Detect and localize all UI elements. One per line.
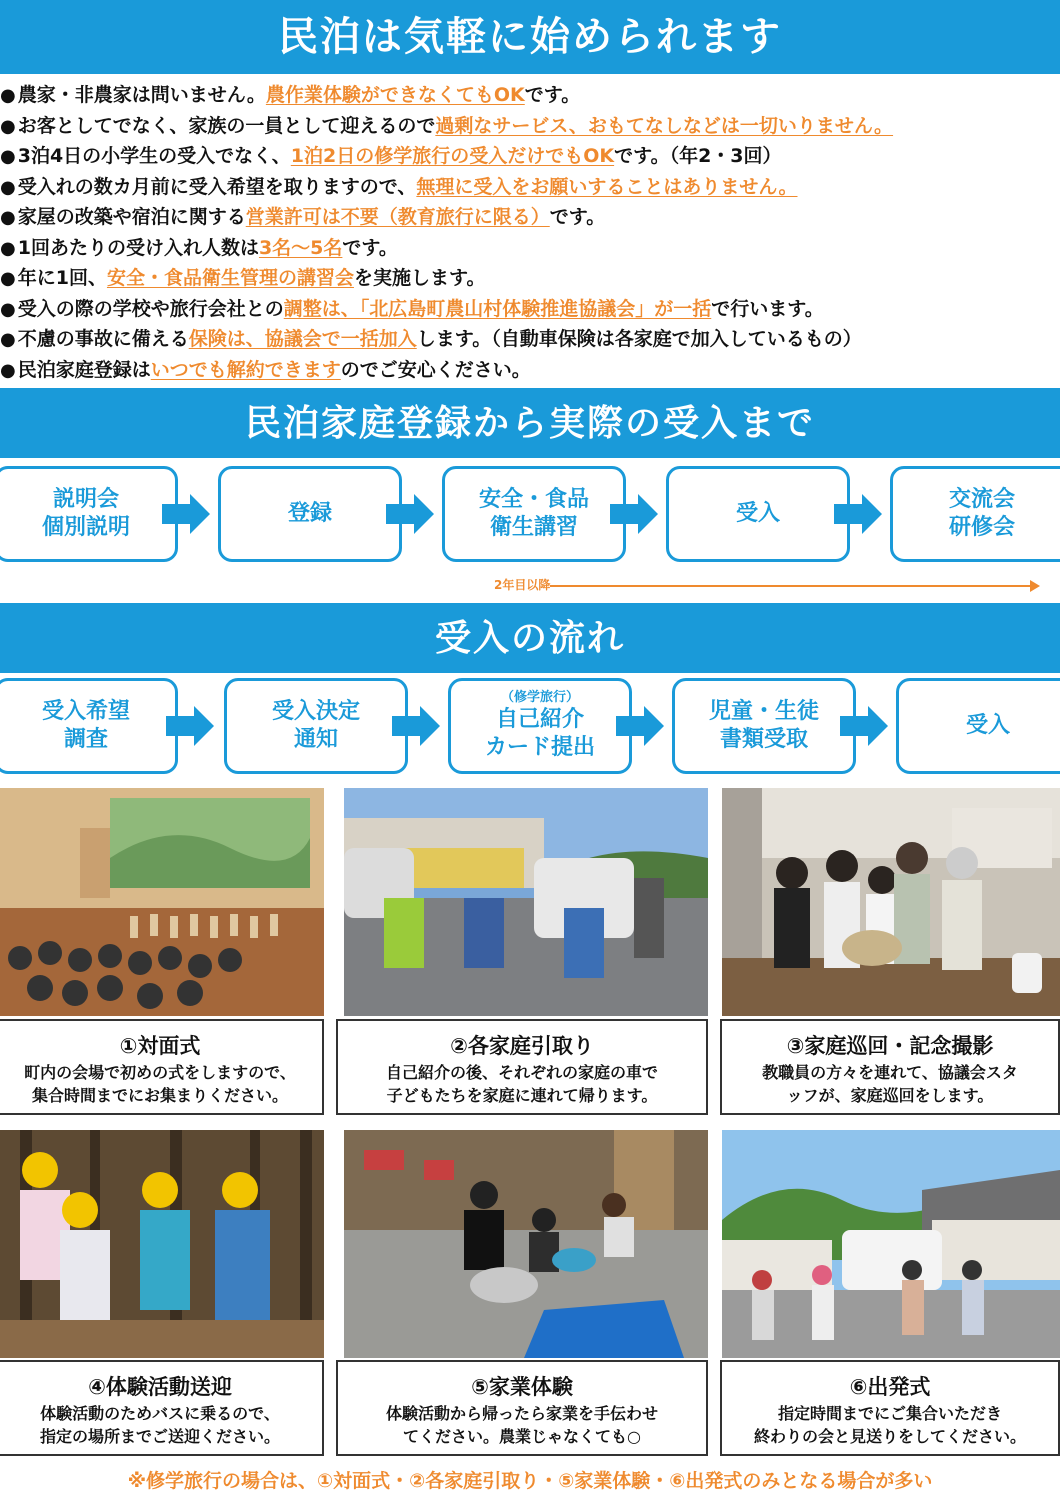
caption-title: ②各家庭引取り	[450, 1034, 594, 1058]
arrow-right-icon	[386, 494, 434, 534]
caption-title: ⑥出発式	[849, 1375, 931, 1399]
highlight-text: 3名～5名	[258, 236, 343, 259]
list-item: ● 不慮の事故に備える保険は、協議会で一括加入します。（自動車保険は各家庭で加入しているもの）	[0, 328, 862, 350]
arrow-right-icon	[840, 706, 888, 746]
flow-banner-title: 受入の流れ	[434, 617, 625, 659]
caption-ceremony: ①対面式 町内の会場で初めの式をしますので、 集合時間までにお集まりください。	[0, 1019, 324, 1115]
photo-departure	[722, 1130, 1060, 1358]
step-decision: 受入決定 通知	[224, 678, 408, 774]
arrow-head-icon	[1030, 580, 1040, 592]
step-register: 登録	[218, 466, 402, 562]
footnote: ※修学旅行の場合は、①対面式・②各家庭引取り・⑤家業体験・⑥出発式のみとなる場合が多い	[127, 1470, 933, 1492]
list-item: ● 受入の際の学校や旅行会社との調整は、「北広島町農山村体験推進協議会」が一括で行います。	[0, 297, 824, 320]
caption-title: ①対面式	[119, 1034, 201, 1058]
bullet-dot-icon: ●	[0, 115, 16, 137]
caption-departure: ⑥出発式 指定時間までにご集合いただき 終わりの会と見送りをしてください。	[720, 1360, 1060, 1456]
second-year-timeline	[494, 576, 1040, 596]
list-item: ● 年に1回、安全・食品衛生管理の講習会を実施します。	[0, 267, 486, 289]
arrow-right-icon	[392, 706, 440, 746]
caption-title: ⑤家業体験	[471, 1375, 573, 1399]
photo-home-visit	[722, 788, 1060, 1016]
bullet-dot-icon: ●	[0, 207, 16, 228]
step-documents: 児童・生徒 書類受取	[672, 678, 856, 774]
list-item: ● 3泊4日の小学生の受入でなく、1泊2日の修学旅行の受入だけでもOKです。（年2・3回）	[0, 145, 782, 167]
bullet-dot-icon: ●	[0, 237, 16, 259]
list-item: ● 家屋の改築や宿泊に関する営業許可は不要（教育旅行に限る）です。	[0, 206, 606, 228]
photo-pickup	[344, 788, 708, 1016]
bullet-dot-icon: ●	[0, 329, 16, 350]
highlight-text: 調整は、「北広島町農山村体験推進協議会」が一括	[283, 297, 712, 320]
highlight-text: 安全・食品衛生管理の講習会	[106, 267, 354, 289]
caption-title: ④体験活動送迎	[88, 1375, 232, 1399]
step-intro-card: （修学旅行） 自己紹介 カード提出	[448, 678, 632, 774]
photo-family-work	[344, 1130, 708, 1358]
list-item: ● お客としてでなく、家族の一員として迎えるので過剰なサービス、おもてなしなどは一切いりません。	[0, 114, 894, 137]
step-safety-training: 安全・食品 衛生講習	[442, 466, 626, 562]
acceptance-flow	[0, 678, 1060, 778]
list-item: ● 民泊家庭登録はいつでも解約できますのでご安心ください。	[0, 358, 531, 381]
caption-family-work: ⑤家業体験 体験活動から帰ったら家業を手伝わせ てください。農業じゃなくても○	[336, 1360, 708, 1456]
registration-flow	[0, 466, 1060, 566]
arrow-right-icon	[166, 706, 214, 746]
top-banner-title: 民泊は気軽に始められます	[278, 13, 782, 60]
list-item: ● 1回あたりの受け入れ人数は3名～5名です。	[0, 236, 398, 259]
arrow-right-icon	[610, 494, 658, 534]
registration-banner	[0, 388, 1060, 458]
arrow-right-icon	[162, 494, 210, 534]
timeline-label: 2年目以降	[494, 578, 551, 592]
caption-pickup: ②各家庭引取り 自己紹介の後、それぞれの家庭の車で 子どもたちを家庭に連れて帰ります。	[336, 1019, 708, 1115]
list-item: ● 受入れの数カ月前に受入希望を取りますので、無理に受入をお願いすることはありません。	[0, 175, 798, 198]
step-briefing: 説明会 個別説明	[0, 466, 178, 562]
step-final-accept: 受入	[896, 678, 1060, 774]
highlight-text: 過剰なサービス、おもてなしなどは一切いりません。	[435, 114, 894, 137]
photo-activity	[0, 1130, 324, 1358]
highlight-text: 営業許可は不要（教育旅行に限る）	[245, 206, 550, 228]
highlight-text: 農作業体験ができなくてもOK	[265, 84, 525, 106]
highlight-text: 保険は、協議会で一括加入	[188, 328, 417, 350]
highlight-text: 無理に受入をお願いすることはありません。	[416, 175, 798, 198]
arrow-right-icon	[616, 706, 664, 746]
photo-ceremony	[0, 788, 324, 1016]
bullet-dot-icon: ●	[0, 85, 16, 106]
caption-home-visit: ③家庭巡回・記念撮影 教職員の方々を連れて、協議会スタ ッフが、家庭巡回をします。	[720, 1019, 1060, 1115]
registration-banner-title: 民泊家庭登録から実際の受入まで	[244, 402, 815, 444]
bullet-dot-icon: ●	[0, 176, 16, 198]
caption-activity: ④体験活動送迎 体験活動のためバスに乗るので、 指定の場所までご送迎ください。	[0, 1360, 324, 1456]
benefit-list	[0, 80, 1060, 385]
step-survey: 受入希望 調査	[0, 678, 178, 774]
bullet-dot-icon: ●	[0, 146, 16, 167]
bullet-dot-icon: ●	[0, 359, 16, 381]
arrow-right-icon	[834, 494, 882, 534]
list-item: ● 農家・非農家は問いません。農作業体験ができなくてもOKです。	[0, 84, 581, 106]
top-banner	[0, 0, 1060, 74]
step-accept: 受入	[666, 466, 850, 562]
highlight-text: 1泊2日の修学旅行の受入だけでもOK	[290, 145, 615, 167]
highlight-text: いつでも解約できます	[150, 358, 341, 381]
bullet-dot-icon: ●	[0, 298, 16, 320]
bullet-dot-icon: ●	[0, 268, 16, 289]
caption-title: ③家庭巡回・記念撮影	[786, 1034, 994, 1058]
timeline-line	[550, 585, 1034, 587]
flow-banner	[0, 603, 1060, 673]
step-exchange: 交流会 研修会	[890, 466, 1060, 562]
